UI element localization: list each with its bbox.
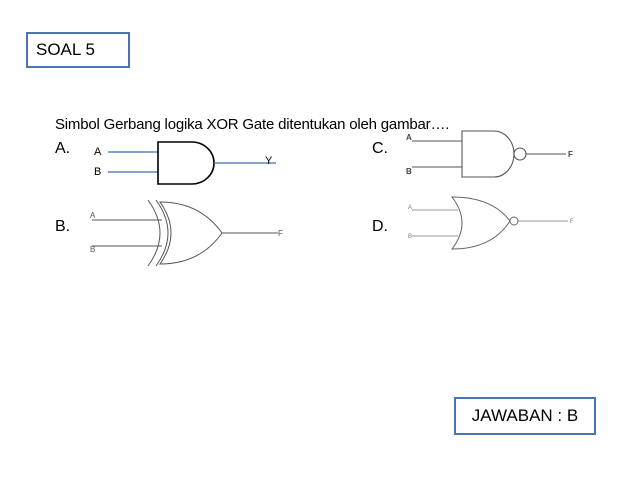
nor-pin-a: A (408, 205, 413, 211)
option-c-label: C. (372, 140, 388, 157)
nor-pin-b: B (408, 234, 413, 240)
xor-gate-symbol (86, 194, 296, 266)
question-number-box (26, 32, 130, 68)
nand-inversion-bubble (514, 148, 526, 160)
xor-pin-b: B (90, 245, 96, 254)
answer-box (454, 397, 596, 435)
nand-gate-body (462, 131, 514, 177)
answer-text: JAWABAN : B (471, 406, 579, 425)
xor-gate-body (160, 202, 222, 264)
option-b-label: B. (55, 218, 71, 235)
nand-pin-f: F (568, 150, 573, 159)
nand-gate-symbol (402, 128, 592, 180)
xor-pin-a: A (90, 211, 96, 220)
xor-pin-f: F (278, 229, 283, 238)
question-text: Simbol Gerbang logika XOR Gate ditentukan oleh gambar…. (55, 116, 450, 133)
nor-pin-f: F (570, 219, 574, 225)
and-gate-body (158, 142, 214, 184)
and-pin-a: A (94, 146, 102, 158)
question-number: SOAL 5 (36, 40, 95, 59)
and-pin-y: Y (265, 155, 273, 167)
and-pin-b: B (94, 166, 102, 178)
xor-extra-curve (148, 200, 160, 266)
nor-gate-symbol (402, 194, 592, 256)
nand-pin-a: A (406, 133, 412, 142)
nor-gate-body (452, 197, 510, 249)
option-a-label: A. (55, 140, 71, 157)
nor-inversion-bubble (510, 217, 518, 225)
and-gate-symbol (88, 138, 288, 188)
option-d-label: D. (372, 218, 388, 235)
nand-pin-b: B (406, 167, 412, 176)
